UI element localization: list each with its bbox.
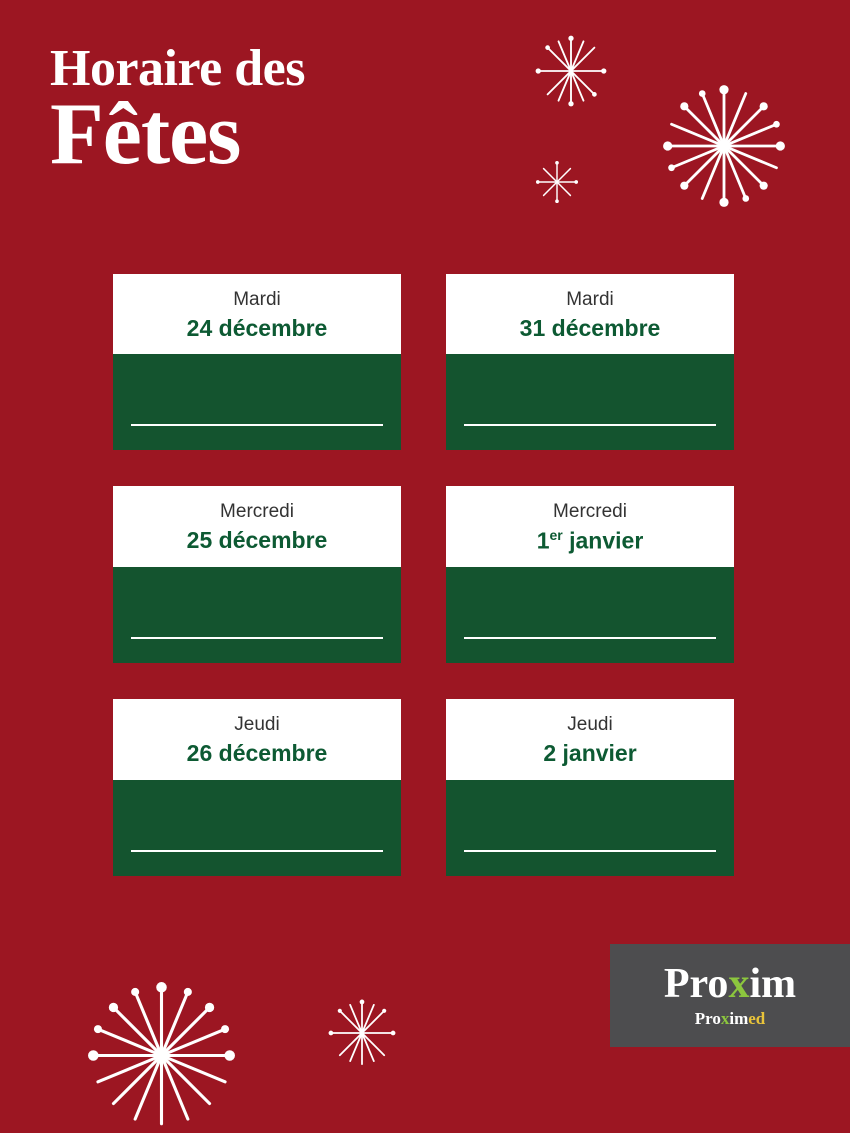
- schedule-card[interactable]: [446, 699, 734, 875]
- logo-subwordmark: [695, 1009, 766, 1029]
- card-date-ordinal: er: [549, 527, 563, 544]
- logo-sub-part-2: im: [729, 1008, 749, 1028]
- logo-sub-part-1: Pro: [694, 1008, 721, 1028]
- card-hours-area[interactable]: [113, 354, 401, 450]
- snowflake-icon: [325, 996, 399, 1070]
- schedule-card[interactable]: [446, 274, 734, 450]
- write-line: [464, 637, 716, 639]
- schedule-card[interactable]: [113, 486, 401, 663]
- card-day-label: Mardi: [566, 289, 614, 310]
- schedule-row: [113, 274, 735, 450]
- card-hours-area[interactable]: [113, 780, 401, 876]
- logo-part-2: im: [749, 960, 797, 1007]
- card-header: [446, 486, 734, 567]
- card-date-label: 31 décembre: [519, 314, 661, 341]
- card-date-label: [456, 527, 724, 555]
- card-day-label: Jeudi: [234, 714, 280, 736]
- card-date-label: 26 décembre: [186, 740, 328, 767]
- logo-part-1: Pro: [663, 960, 729, 1007]
- brand-logo: [610, 944, 850, 1047]
- card-header: [446, 699, 734, 779]
- logo-wordmark: [663, 960, 797, 1007]
- snowflake-icon: [660, 82, 788, 210]
- title-line-1: Horaire des: [50, 40, 305, 97]
- card-day-label: Mercredi: [553, 501, 627, 523]
- write-line: [464, 850, 716, 852]
- card-hours-area[interactable]: [446, 780, 734, 876]
- card-header: [113, 486, 401, 566]
- snowflake-icon: [533, 158, 581, 206]
- logo-sub-ed: ed: [748, 1008, 766, 1028]
- write-line: [131, 424, 383, 426]
- card-date-label: 2 janvier: [543, 740, 637, 767]
- title-line-2: Fêtes: [50, 85, 241, 183]
- schedule-row: [113, 699, 735, 875]
- schedule-card[interactable]: [113, 274, 401, 450]
- card-header: [113, 274, 401, 354]
- logo-x-icon: x: [728, 960, 750, 1007]
- schedule-row: [113, 486, 735, 663]
- card-hours-area[interactable]: [113, 567, 401, 663]
- card-date-label: 25 décembre: [186, 527, 328, 554]
- schedule-grid: [113, 274, 735, 912]
- write-line: [464, 424, 716, 426]
- card-header: [113, 699, 401, 779]
- snowflake-icon: [532, 32, 610, 110]
- card-day-label: Jeudi: [567, 714, 613, 736]
- card-hours-area[interactable]: [446, 567, 734, 663]
- card-hours-area[interactable]: [446, 354, 734, 450]
- schedule-card[interactable]: [113, 699, 401, 875]
- card-date-number: 1: [536, 527, 550, 554]
- card-date-label: 24 décembre: [186, 314, 328, 341]
- card-date-month: janvier: [562, 527, 644, 554]
- card-day-label: Mercredi: [220, 501, 294, 523]
- page-title: [50, 40, 305, 183]
- write-line: [131, 637, 383, 639]
- card-header: [446, 274, 734, 354]
- write-line: [131, 850, 383, 852]
- schedule-card[interactable]: [446, 486, 734, 663]
- card-day-label: Mardi: [233, 289, 281, 310]
- snowflake-icon: [84, 978, 239, 1133]
- logo-sub-x-icon: x: [720, 1008, 730, 1028]
